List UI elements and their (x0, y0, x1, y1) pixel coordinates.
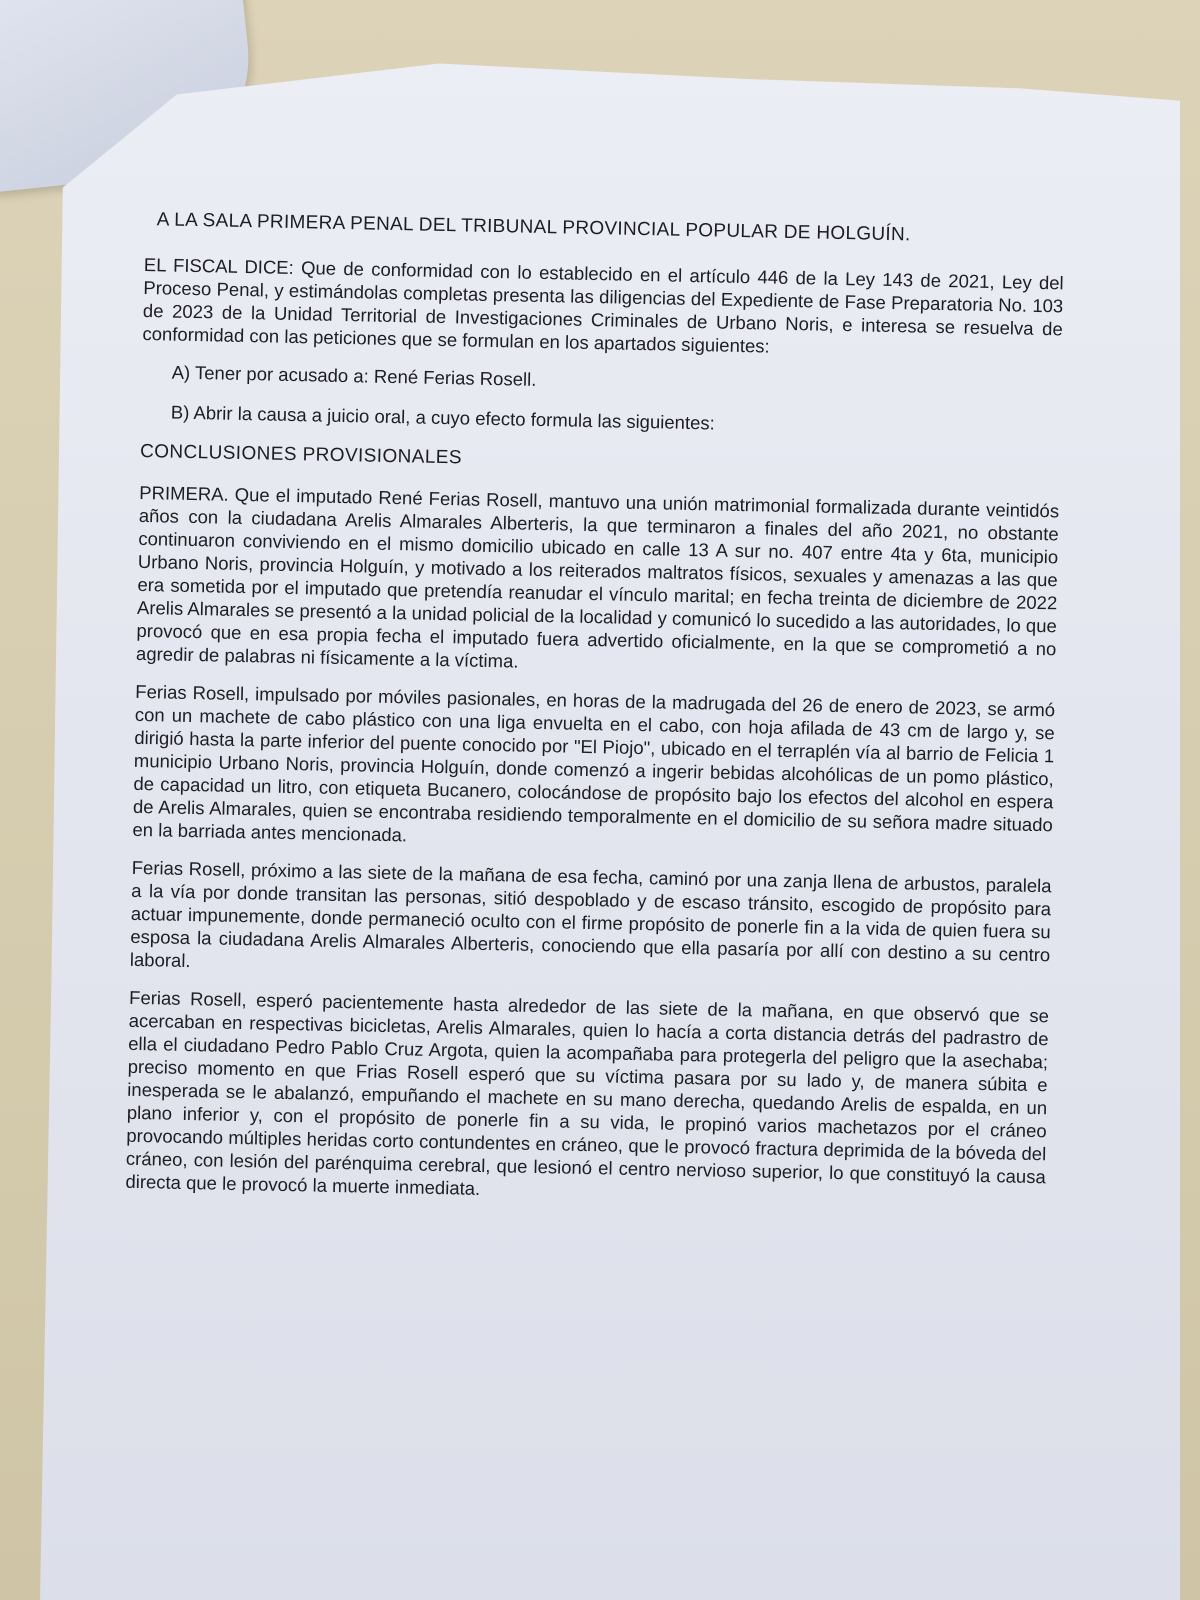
paragraph-primera: PRIMERA. Que el imputado René Ferias Rosell, mantuvo una unión matrimonial formalizada durante veintidós años con la ciudadana Arelis Almarales Alberteris, la que terminaron a finales del año 2021, no obstante continuaron conviviendo en el mismo domicilio ubicado en calle 13 A sur no. 407 entre 4ta y 6ta, municipio Urbano Noris, provincia Holguín, y motivado a los reiterados maltratos físicos, sexuales y amenazas a las que era sometida por el imputado que pretendía reanudar el vínculo marital; en fecha treinta de diciembre de 2022 Arelis Almarales se presentó a la unidad policial de la localidad y comunicó lo sucedido a las autoridades, lo que provocó que en esa propia fecha el imputado fuera advertido oficialmente, en la que se comprometió a no agredir de palabras ni físicamente a la víctima. (135, 481, 1060, 672)
item-b: B) Abrir la causa a juicio oral, a cuyo efecto formula las siguientes: (170, 401, 715, 434)
item-a: A) Tener por acusado a: René Ferias Rosell. (171, 361, 537, 390)
paragraph-2: Ferias Rosell, impulsado por móviles pasionales, en horas de la madrugada del 26 de enero de 2023, se armó con un machete de cabo plástico con una liga envuelta en el cabo, con hoja afilada de 43 cm de largo y, se dirigió hasta la parte inferior del puente conocido por "El Piojo", ubicado en el terraplén vía al barrio de Felicia 1 municipio Urbano Noris, provincia Holguín, donde comenzó a ingerir bebidas alcohólicas de un pomo plástico, de capacidad un litro, con etiqueta Bucanero, colocándose de propósito bajo los efectos del alcohol en espera de Arelis Almarales, quien se encontraba residiendo temporalmente en el domicilio de su señora madre situado en la barriada antes mencionada. (132, 680, 1056, 846)
document-title: A LA SALA PRIMERA PENAL DEL TRIBUNAL PROVINCIAL POPULAR DE HOLGUÍN. (156, 209, 911, 246)
document-body (125, 208, 1065, 1226)
intro-paragraph: EL FISCAL DICE: Que de conformidad con lo establecido en el artículo 446 de la Ley 143 de 2021, Ley del Proceso Penal, y estimándolas completas presenta las diligencias del Expediente de Fase Preparatoria No. 103 de 2023 de la Unidad Territorial de Investigaciones Criminales de Urbano Noris, e interesa se resuelva de conformidad con las peticiones que se formulan en los apartados siguientes: (142, 253, 1064, 357)
paragraph-4: Ferias Rosell, esperó pacientemente hasta alrededor de las siete de la mañana, en que observó que se acercaban en respectivas bicicletas, Arelis Almarales, quien lo hacía a corta distancia detrás del padrastro de ella el ciudadano Pedro Pablo Cruz Argota, quien la acompañaba para protegerla del peligro que la asechaba; preciso momento en que Frias Rosell esperó que su víctima pasara por su lado y, de manera súbita e inesperada se le abalanzó, empuñando el machete en su mano derecha, quedando Arelis de espalda, en un plano inferior y, con el propósito de ponerle fin a su vida, le propinó varios machetazos por el cráneo provocando múltiples heridas corto contundentes en cráneo, que le provocó fractura deprimida de la bóveda del cráneo, con lesión del parénquima cerebral, que lesionó el centro nervioso superior, lo que constituyó la causa directa que le provocó la muerte inmediata. (125, 986, 1050, 1199)
paragraph-3: Ferias Rosell, próximo a las siete de la mañana de esa fecha, caminó por una zanja llena de arbustos, paralela a la vía por donde transitan las personas, sitió despoblado y de escaso tránsito, escogido de propósito para actuar impunemente, donde permaneció oculto con el firme propósito de ponerle fin a la vida de quien fuera su esposa la ciudadana Arelis Almarales Alberteris, conociendo que ella pasaría por allí con destino a su centro laboral. (129, 856, 1052, 972)
section-heading: CONCLUSIONES PROVISIONALES (139, 440, 463, 469)
